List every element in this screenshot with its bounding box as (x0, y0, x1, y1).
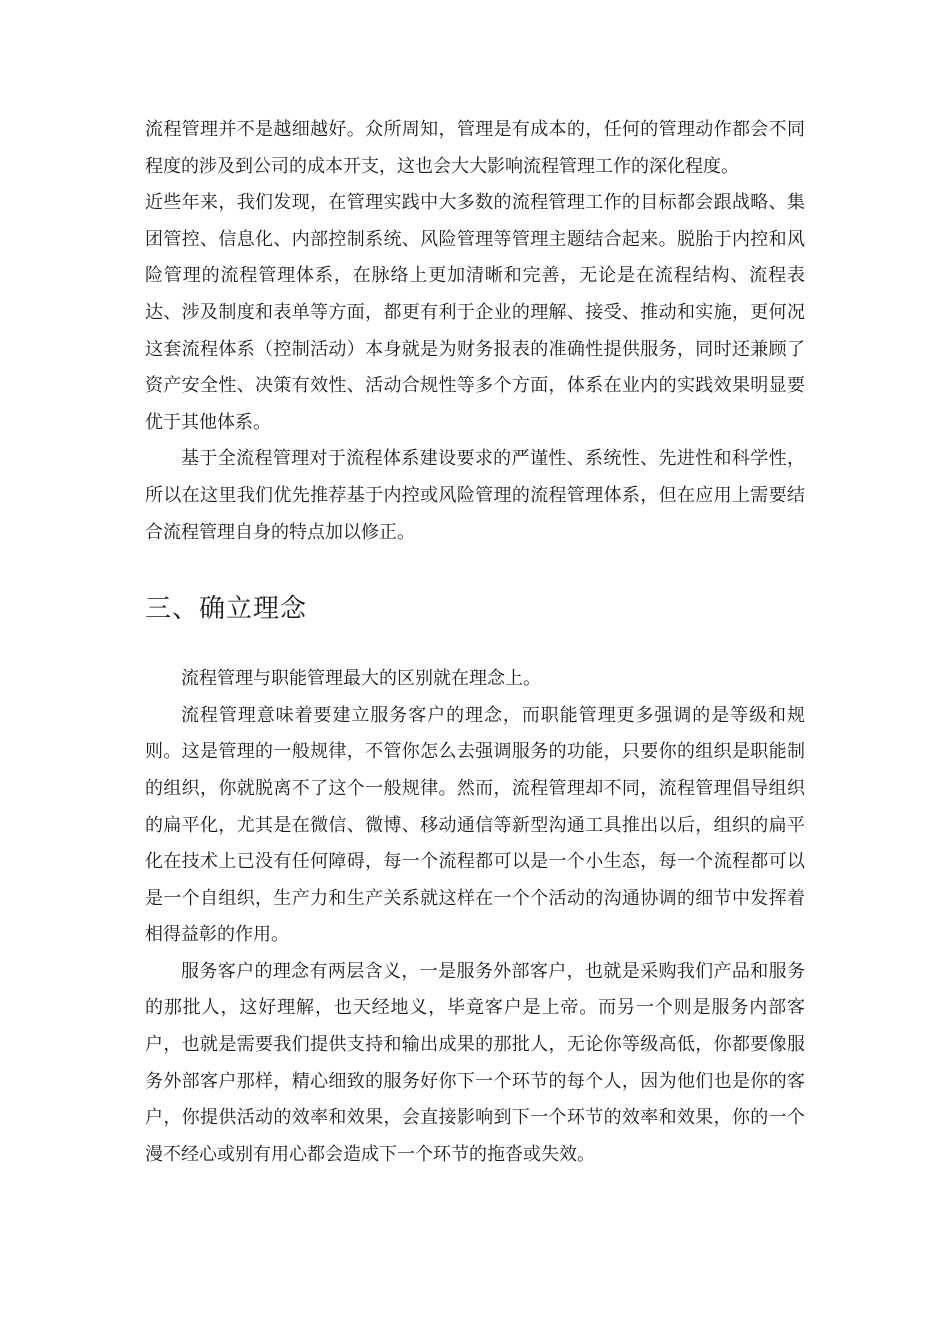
paragraph-recommendation: 基于全流程管理对于流程体系建设要求的严谨性、系统性、先进性和科学性，所以在这里我们优先推荐基于内控或风险管理的流程管理体系，但在应用上需要结合流程管理自身的特点加以修正。 (145, 448, 805, 543)
paragraph-service-concept: 流程管理意味着要建立服务客户的理念，而职能管理更多强调的是等级和规则。这是管理的一般规律，不管你怎么去强调服务的功能，只要你的组织是职能制的组织，你就脱离不了这个一般规律。然而，流程管理却不同，流程管理倡导组织的扁平化，尤其是在微信、微博、移动通信等新型沟通工具推出以后，组织的扁平化在技术上已没有任何障碍，每一个流程都可以是一个小生态，每一个流程都可以是一个自组织，生产力和生产关系就这样在一个个活动的沟通协调的细节中发挥着相得益彰的作用。 (145, 704, 805, 946)
paragraph-two-meanings: 服务客户的理念有两层含义，一是服务外部客户，也就是采购我们产品和服务的那批人，这好理解，也天经地义，毕竟客户是上帝。而另一个则是服务内部客户，也就是需要我们提供支持和输出成果的那批人，无论你等级高低，你都要像服务外部客户那样，精心细致的服务好你下一个环节的每个人，因为他们也是你的客户，你提供活动的效率和效果，会直接影响到下一个环节的效率和效果，你的一个漫不经心或别有用心都会造成下一个环节的拖沓或失效。 (145, 960, 805, 1165)
paragraph-recent-years: 近些年来，我们发现，在管理实践中大多数的流程管理工作的目标都会跟战略、集团管控、信息化、内部控制系统、风险管理等管理主题结合起来。脱胎于内控和风险管理的流程管理体系，在脉络上更加清晰和完善，无论是在流程结构、流程表达、涉及制度和表单等方面，都更有利于企业的理解、接受、推动和实施，更何况这套流程体系（控制活动）本身就是为财务报表的准确性提供服务，同时还兼顾了资产安全性、决策有效性、活动合规性等多个方面，体系在业内的实践效果明显要优于其他体系。 (145, 192, 805, 433)
section-heading-establish-concept: 三、确立理念 (145, 594, 308, 625)
paragraph-cost-of-management: 流程管理并不是越细越好。众所周知，管理是有成本的，任何的管理动作都会不同程度的涉及到公司的成本开支，这也会大大影响流程管理工作的深化程度。 (145, 119, 805, 177)
document-page (145, 112, 805, 1173)
paragraph-concept-difference: 流程管理与职能管理最大的区别就在理念上。 (181, 668, 541, 690)
